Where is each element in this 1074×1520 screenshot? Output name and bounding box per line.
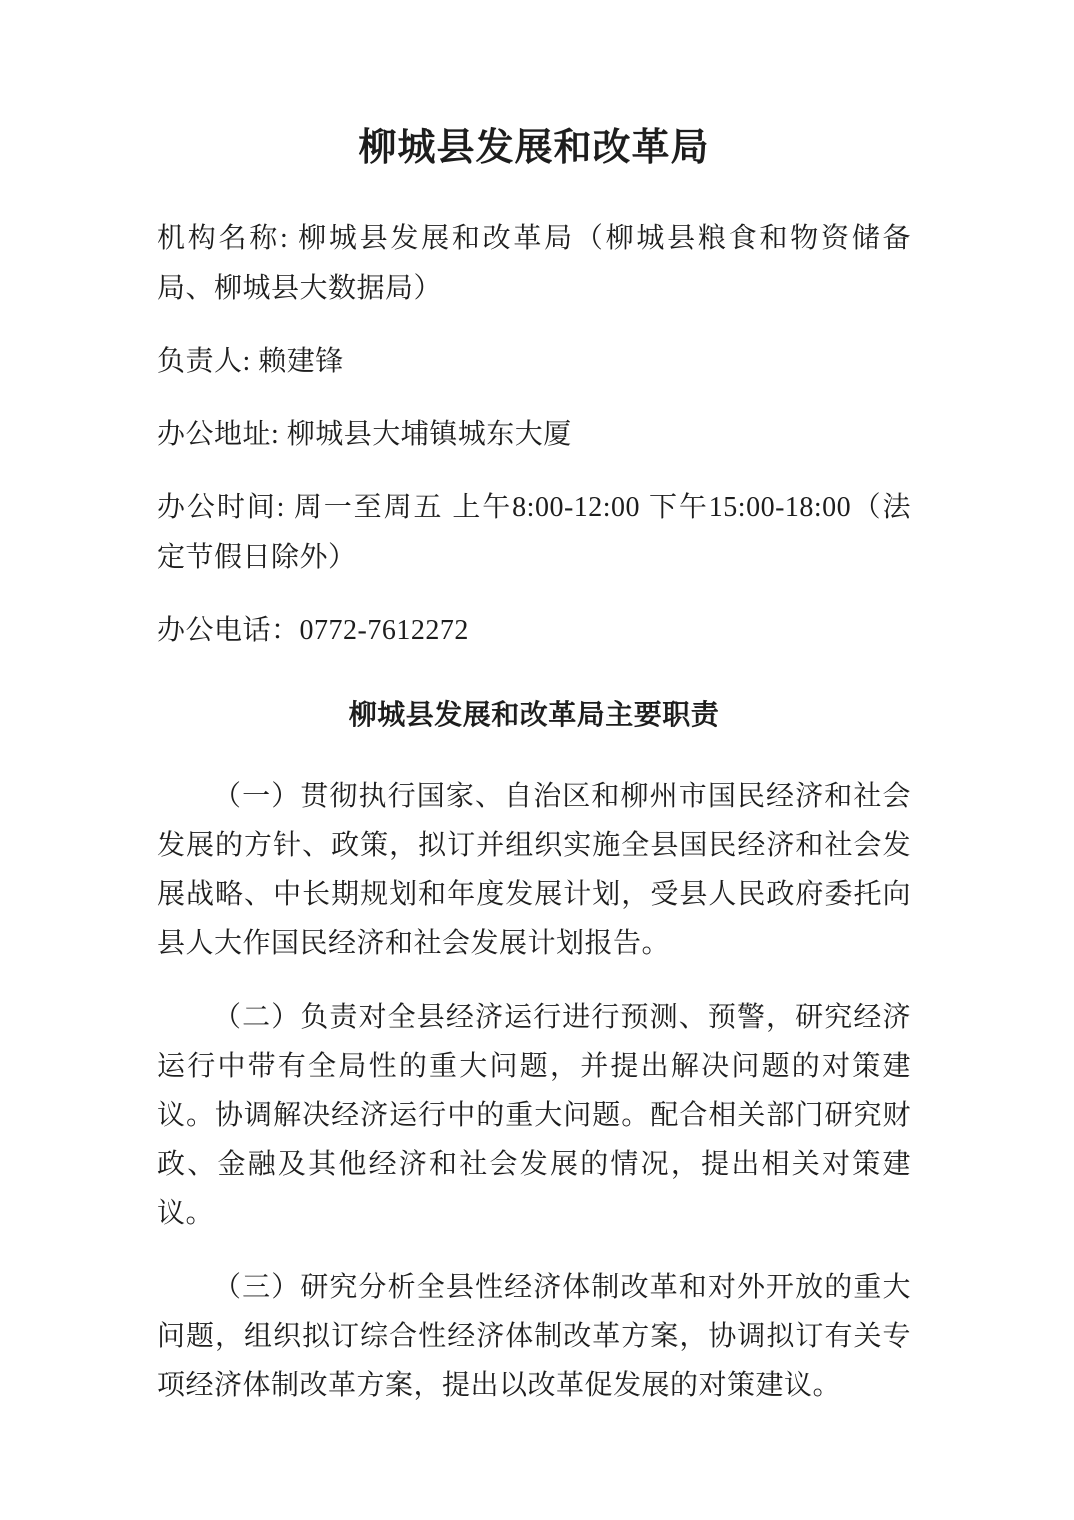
document-title: 柳城县发展和改革局 — [358, 127, 710, 169]
info-line-org-name: 机构名称: 柳城县发展和改革局（柳城县粮食和物资储备局、柳城县大数据局） — [157, 222, 911, 304]
info-line-office-hours: 办公时间: 周一至周五 上午8:00-12:00 下午15:00-18:00（法定节假日除外） — [157, 491, 911, 573]
duty-paragraph-2: （二）负责对全县经济运行进行预测、预警，研究经济运行中带有全局性的重大问题，并提出解决问题的对策建议。协调解决经济运行中的重大问题。配合相关部门研究财政、金融及其他经济和社会发展的情况，提出相关对策建议。 — [157, 1001, 911, 1229]
duty-paragraph-3: （三）研究分析全县性经济体制改革和对外开放的重大问题，组织拟订综合性经济体制改革方案，协调拟订有关专项经济体制改革方案，提出以改革促发展的对策建议。 — [157, 1271, 911, 1401]
info-line-office-phone: 办公电话：0772-7612272 — [157, 614, 469, 646]
section-title-main-duties: 柳城县发展和改革局主要职责 — [348, 699, 720, 731]
info-line-office-address: 办公地址: 柳城县大埔镇城东大厦 — [157, 418, 572, 450]
duty-paragraph-1: （一）贯彻执行国家、自治区和柳州市国民经济和社会发展的方针、政策，拟订并组织实施全县国民经济和社会发展战略、中长期规划和年度发展计划，受县人民政府委托向县人大作国民经济和社会发展计划报告。 — [157, 780, 911, 959]
info-line-responsible-person: 负责人: 赖建锋 — [157, 345, 344, 377]
